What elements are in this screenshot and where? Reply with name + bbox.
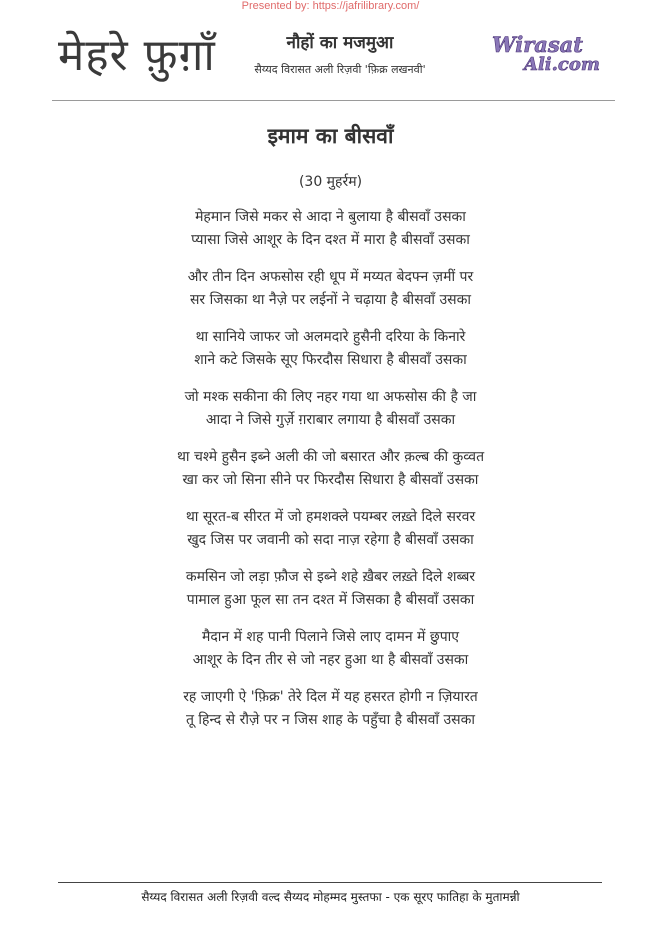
- verse-line: मैदान में शह पानी पिलाने जिसे लाए दामन में छुपाए: [201, 629, 460, 645]
- poem-title: इमाम का बीसवाँ: [267, 124, 394, 148]
- author-name: सैय्यद विरासत अली रिज़वी 'फ़िक्र लखनवी': [254, 62, 426, 76]
- poem-date: (30 मुहर्रम): [298, 174, 363, 190]
- verse-line: था सूरत-ब सीरत में जो हमशक्ले पयम्बर लख़्ते दिले सरवर: [185, 509, 476, 525]
- stanza: [0, 266, 661, 326]
- verse-line: और तीन दिन अफसोस रही धूप में मय्यत बेदफ्न ज़मीं पर: [187, 269, 474, 285]
- footer-divider: [58, 882, 602, 883]
- header-center: [225, 32, 455, 77]
- poem-body: [0, 206, 661, 746]
- collection-subtitle: नौहों का मजमुआ: [286, 33, 394, 53]
- stanza: [0, 626, 661, 686]
- verse-line: रह जाएगी ऐ 'फ़िक्र' तेरे दिल में यह हसरत होगी न ज़ियारत: [183, 689, 478, 705]
- verse-line: शाने कटे जिसके सूए फिरदौस सिधारा है बीसवाँ उसका: [194, 352, 467, 368]
- logo-text-line2: Ali.com: [524, 54, 600, 75]
- verse-line: आशूर के दिन तीर से जो नहर हुआ था है बीसवाँ उसका: [192, 652, 469, 668]
- footer-dedication: सैय्यद विरासत अली रिज़वी वल्द सैय्यद मोहम्मद मुस्तफा - एक सूरए फातिहा के मुतामन्नी: [141, 890, 520, 904]
- stanza: [0, 686, 661, 746]
- presented-by-link[interactable]: Presented by: https://jafrilibrary.com/: [241, 0, 420, 12]
- verse-line: आदा ने जिसे गुर्ज़े ग़राबार लगाया है बीसवाँ उसका: [205, 412, 456, 428]
- verse-line: प्यासा जिसे आशूर के दिन दश्त में मारा है बीसवाँ उसका: [191, 232, 470, 248]
- stanza: [0, 566, 661, 626]
- verse-line: मेहमान जिसे मकर से आदा ने बुलाया है बीसवाँ उसका: [195, 209, 466, 225]
- verse-line: कमसिन जो लड़ा फ़ौज से इब्ने शहे ख़ैबर लख़्ते दिले शब्बर: [185, 569, 476, 585]
- logo-text-line1: Wirasat: [492, 32, 583, 57]
- wirasat-ali-logo: [488, 32, 608, 76]
- verse-line: खा कर जो सिना सीने पर फिरदौस सिधारा है बीसवाँ उसका: [182, 472, 479, 488]
- stanza: [0, 386, 661, 446]
- verse-line: खुद जिस पर जवानी को सदा नाज़ रहेगा है बीसवाँ उसका: [187, 532, 474, 548]
- verse-line: पामाल हुआ फूल सा तन दश्त में जिसका है बीसवाँ उसका: [186, 592, 475, 608]
- verse-line: था चश्मे हुसैन इब्ने अली की जो बसारत और क़ल्ब की कुव्वत: [176, 449, 485, 465]
- stanza: [0, 206, 661, 266]
- verse-line: था सानिये जाफर जो अलमदारे हुसैनी दरिया के किनारे: [195, 329, 466, 345]
- verse-line: तू हिन्द से रौज़े पर न जिस शाह के पहुँचा है बीसवाँ उसका: [185, 712, 475, 728]
- verse-line: सर जिसका था नैज़े पर लईनों ने चढ़ाया है बीसवाँ उसका: [189, 292, 472, 308]
- stanza: [0, 506, 661, 566]
- stanza: [0, 446, 661, 506]
- stanza: [0, 326, 661, 386]
- book-title: मेहरे फ़ुग़ाँ: [58, 30, 216, 81]
- header-divider: [52, 100, 615, 101]
- verse-line: जो मश्क सकीना की लिए नहर गया था अफसोस की है जा: [184, 389, 477, 405]
